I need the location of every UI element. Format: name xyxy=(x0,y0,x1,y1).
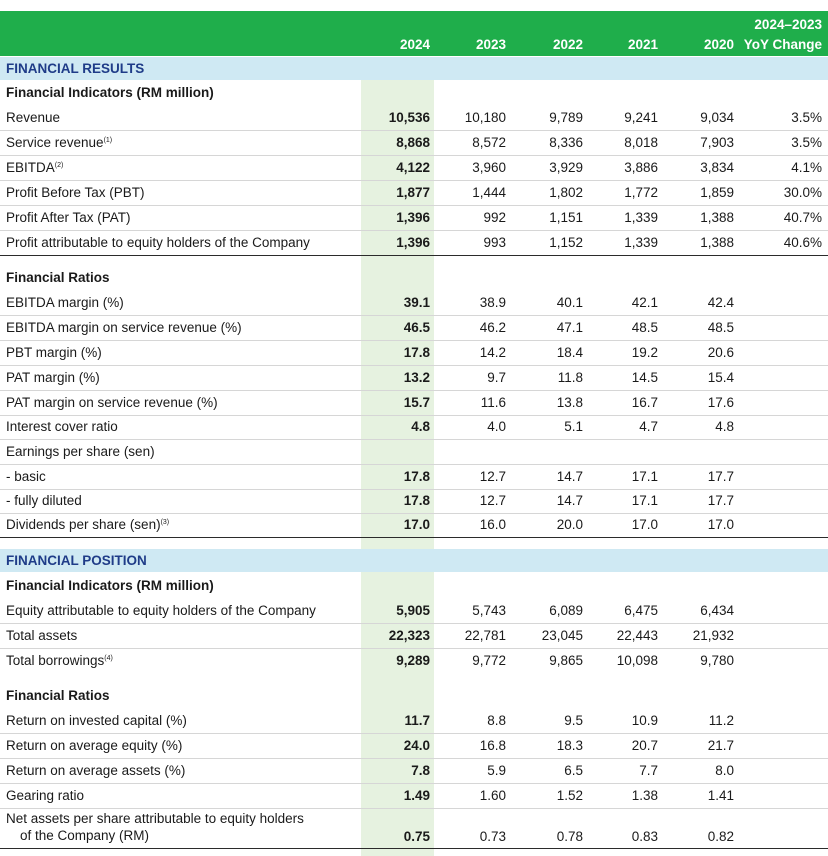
value-2022: 1,802 xyxy=(549,185,583,200)
value-2024: 4.8 xyxy=(411,419,430,434)
table-row xyxy=(0,315,828,341)
header-yoy-line1: 2024–2023 xyxy=(754,17,822,32)
value-2024: 39.1 xyxy=(403,295,430,310)
value-2020: 6,434 xyxy=(700,603,734,618)
value-2020: 17.0 xyxy=(707,517,734,532)
table-header xyxy=(0,11,828,56)
value-2020: 17.7 xyxy=(707,493,734,508)
value-2024: 4,122 xyxy=(396,160,430,175)
value-2021: 10.9 xyxy=(631,713,658,728)
value-2022: 3,929 xyxy=(549,160,583,175)
value-2022: 47.1 xyxy=(556,320,583,335)
value-2021: 9,241 xyxy=(624,110,658,125)
group-heading-label: Financial Ratios xyxy=(6,688,110,703)
row-label: PAT margin (%) xyxy=(6,370,100,385)
value-2023: 4.0 xyxy=(487,419,506,434)
row-label: EBITDA$^{(2)}$ xyxy=(6,160,64,175)
row-label: Return on average assets (%) xyxy=(6,763,186,778)
value-2022: 14.7 xyxy=(556,469,583,484)
value-2021: 1,339 xyxy=(624,235,658,250)
value-2023: 12.7 xyxy=(479,493,506,508)
value-2020: 21,932 xyxy=(692,628,734,643)
value-2023: 16.0 xyxy=(479,517,506,532)
table-row xyxy=(0,414,828,440)
value-2021: 19.2 xyxy=(631,345,658,360)
row-label: Dividends per share (sen)$^{(3)}$ xyxy=(6,517,170,532)
row-label: EBITDA margin on service revenue (%) xyxy=(6,320,242,335)
footnote-marker: (3) xyxy=(160,519,170,526)
value-2022: 9,865 xyxy=(549,653,583,668)
value-2020: 3,834 xyxy=(700,160,734,175)
value-2023: 9.7 xyxy=(487,370,506,385)
table-row xyxy=(0,512,828,538)
value-2021: 22,443 xyxy=(616,628,658,643)
value-2020: 15.4 xyxy=(707,370,734,385)
table-row xyxy=(0,205,828,231)
row-label xyxy=(6,810,356,844)
value-2021: 4.7 xyxy=(639,419,658,434)
value-2023: 993 xyxy=(483,235,506,250)
value-2022: 8,336 xyxy=(549,135,583,150)
value-2020: 8.0 xyxy=(715,763,734,778)
table-row xyxy=(0,708,828,734)
table-row xyxy=(0,783,828,809)
value-yoy: 3.5% xyxy=(791,135,822,150)
table-row xyxy=(0,598,828,624)
table-row xyxy=(0,340,828,366)
header-year-2023: 2023 xyxy=(475,37,506,52)
value-2022: 9,789 xyxy=(549,110,583,125)
row-label: Profit After Tax (PAT) xyxy=(6,210,131,225)
value-2021: 16.7 xyxy=(631,395,658,410)
value-2023: 3,960 xyxy=(472,160,506,175)
value-2020: 11.2 xyxy=(708,713,734,728)
value-2021: 10,098 xyxy=(616,653,658,668)
value-2022: 40.1 xyxy=(556,295,583,310)
value-2024: 1.49 xyxy=(403,788,430,803)
header-year-2021: 2021 xyxy=(627,37,658,52)
value-2022: 1,152 xyxy=(549,235,583,250)
row-label: Return on average equity (%) xyxy=(6,738,183,753)
value-2021: 17.0 xyxy=(631,517,658,532)
header-year-2022: 2022 xyxy=(552,37,583,52)
table-row xyxy=(0,155,828,181)
value-2021: 42.1 xyxy=(631,295,658,310)
group-heading xyxy=(0,683,828,708)
value-2020: 17.7 xyxy=(707,469,734,484)
value-2024: 0.75 xyxy=(403,829,430,844)
value-2024: 17.8 xyxy=(403,345,430,360)
group-heading-label: Financial Indicators (RM million) xyxy=(6,578,214,593)
value-2020: 9,034 xyxy=(700,110,734,125)
table-row xyxy=(0,230,828,256)
value-2024: 1,396 xyxy=(396,235,430,250)
row-label: Profit Before Tax (PBT) xyxy=(6,185,145,200)
row-label-line1: Net assets per share attributable to equity holders xyxy=(6,811,304,826)
value-yoy: 4.1% xyxy=(791,160,822,175)
value-yoy: 40.7% xyxy=(783,210,822,225)
row-label: Revenue xyxy=(6,110,61,125)
value-2023: 14.2 xyxy=(479,345,506,360)
table-row xyxy=(0,290,828,316)
value-2023: 5.9 xyxy=(487,763,506,778)
table-row xyxy=(0,808,828,849)
footnote-marker: (4) xyxy=(104,655,113,662)
value-2021: 0.83 xyxy=(631,829,658,844)
value-2024: 46.5 xyxy=(403,320,430,335)
value-2022: 20.0 xyxy=(556,517,583,532)
row-label: Interest cover ratio xyxy=(6,419,118,434)
value-2024: 1,396 xyxy=(396,210,430,225)
value-2022: 14.7 xyxy=(556,493,583,508)
value-2021: 17.1 xyxy=(631,469,658,484)
value-2020: 48.5 xyxy=(707,320,734,335)
value-2021: 3,886 xyxy=(624,160,658,175)
footnote-marker: (2) xyxy=(54,162,64,169)
value-2024: 9,289 xyxy=(396,653,430,668)
value-2021: 1.38 xyxy=(631,788,658,803)
value-2022: 9.5 xyxy=(564,713,583,728)
group-heading-label: Financial Ratios xyxy=(6,270,110,285)
value-2022: 13.8 xyxy=(556,395,583,410)
value-2024: 7.8 xyxy=(411,763,430,778)
value-2021: 14.5 xyxy=(631,370,658,385)
row-label: Equity attributable to equity holders of the Company xyxy=(6,603,316,618)
table-row xyxy=(0,390,828,416)
value-2022: 1,151 xyxy=(549,210,583,225)
row-label: PBT margin (%) xyxy=(6,345,102,360)
value-2023: 9,772 xyxy=(472,653,506,668)
group-heading xyxy=(0,80,828,105)
value-2022: 23,045 xyxy=(541,628,583,643)
value-2020: 1.41 xyxy=(707,788,734,803)
value-2020: 21.7 xyxy=(707,738,734,753)
value-2024: 13.2 xyxy=(403,370,430,385)
value-2024: 22,323 xyxy=(388,628,430,643)
value-2024: 17.0 xyxy=(403,517,430,532)
table-row xyxy=(0,439,828,465)
value-2021: 7.7 xyxy=(639,763,658,778)
value-2023: 8.8 xyxy=(487,713,506,728)
row-label: Total assets xyxy=(6,628,78,643)
row-label: - basic xyxy=(6,469,46,484)
value-2020: 7,903 xyxy=(700,135,734,150)
value-2023: 11.6 xyxy=(480,395,506,410)
table-row xyxy=(0,105,828,131)
value-2022: 5.1 xyxy=(564,419,583,434)
group-heading xyxy=(0,573,828,598)
table-row xyxy=(0,758,828,784)
value-2021: 6,475 xyxy=(624,603,658,618)
value-2023: 1.60 xyxy=(479,788,506,803)
group-heading-label: Financial Indicators (RM million) xyxy=(6,85,214,100)
table-row xyxy=(0,464,828,490)
value-2020: 1,388 xyxy=(700,210,734,225)
value-2023: 22,781 xyxy=(464,628,506,643)
table-row xyxy=(0,180,828,206)
table-row xyxy=(0,648,828,673)
value-yoy: 30.0% xyxy=(783,185,822,200)
value-2024: 17.8 xyxy=(403,469,430,484)
table-row xyxy=(0,733,828,759)
value-2024: 24.0 xyxy=(403,738,430,753)
section-financial-position xyxy=(0,549,828,572)
value-2024: 11.7 xyxy=(404,713,430,728)
row-label: Total borrowings$^{(4)}$ xyxy=(6,653,113,668)
value-2022: 1.52 xyxy=(556,788,583,803)
row-label-line2: of the Company (RM) xyxy=(20,828,150,843)
value-2024: 1,877 xyxy=(396,185,430,200)
row-label: EBITDA margin (%) xyxy=(6,295,124,310)
value-2021: 20.7 xyxy=(631,738,658,753)
value-2023: 0.73 xyxy=(479,829,506,844)
value-2020: 20.6 xyxy=(707,345,734,360)
row-label: Return on invested capital (%) xyxy=(6,713,187,728)
value-2023: 38.9 xyxy=(479,295,506,310)
row-label: Profit attributable to equity holders of the Company xyxy=(6,235,310,250)
value-2023: 12.7 xyxy=(479,469,506,484)
value-2023: 992 xyxy=(483,210,506,225)
row-label: - fully diluted xyxy=(6,493,82,508)
value-2022: 11.8 xyxy=(557,370,583,385)
header-year-2020: 2020 xyxy=(703,37,734,52)
value-2023: 16.8 xyxy=(479,738,506,753)
section-financial-results xyxy=(0,57,828,80)
value-2021: 1,772 xyxy=(624,185,658,200)
value-yoy: 3.5% xyxy=(791,110,822,125)
value-2020: 9,780 xyxy=(700,653,734,668)
value-2021: 1,339 xyxy=(624,210,658,225)
value-2022: 6,089 xyxy=(549,603,583,618)
row-label: Service revenue$^{(1)}$ xyxy=(6,135,113,150)
value-2023: 5,743 xyxy=(472,603,506,618)
table-row xyxy=(0,365,828,391)
value-yoy: 40.6% xyxy=(783,235,822,250)
value-2024: 10,536 xyxy=(388,110,430,125)
value-2020: 1,388 xyxy=(700,235,734,250)
value-2021: 8,018 xyxy=(624,135,658,150)
value-2022: 0.78 xyxy=(556,829,583,844)
footnote-marker: (1) xyxy=(103,137,113,144)
value-2020: 17.6 xyxy=(707,395,734,410)
section-title: FINANCIAL RESULTS xyxy=(6,61,145,76)
table-row xyxy=(0,488,828,514)
row-label: Earnings per share (sen) xyxy=(6,444,155,459)
value-2024: 17.8 xyxy=(403,493,430,508)
group-heading xyxy=(0,265,828,290)
value-2024: 5,905 xyxy=(396,603,430,618)
value-2022: 18.3 xyxy=(556,738,583,753)
header-year-2024: 2024 xyxy=(399,37,430,52)
section-title: FINANCIAL POSITION xyxy=(6,553,147,568)
value-2022: 18.4 xyxy=(556,345,583,360)
value-2023: 10,180 xyxy=(464,110,506,125)
value-2024: 8,868 xyxy=(396,135,430,150)
value-2021: 17.1 xyxy=(631,493,658,508)
header-yoy-line2: YoY Change xyxy=(743,37,822,52)
table-row xyxy=(0,623,828,649)
row-label: PAT margin on service revenue (%) xyxy=(6,395,218,410)
table-row xyxy=(0,130,828,156)
value-2020: 42.4 xyxy=(707,295,734,310)
value-2020: 1,859 xyxy=(700,185,734,200)
value-2021: 48.5 xyxy=(631,320,658,335)
value-2020: 4.8 xyxy=(715,419,734,434)
value-2023: 46.2 xyxy=(479,320,506,335)
value-2024: 15.7 xyxy=(403,395,430,410)
value-2022: 6.5 xyxy=(564,763,583,778)
value-2023: 8,572 xyxy=(472,135,506,150)
value-2023: 1,444 xyxy=(472,185,506,200)
row-label: Gearing ratio xyxy=(6,788,85,803)
value-2020: 0.82 xyxy=(707,829,734,844)
